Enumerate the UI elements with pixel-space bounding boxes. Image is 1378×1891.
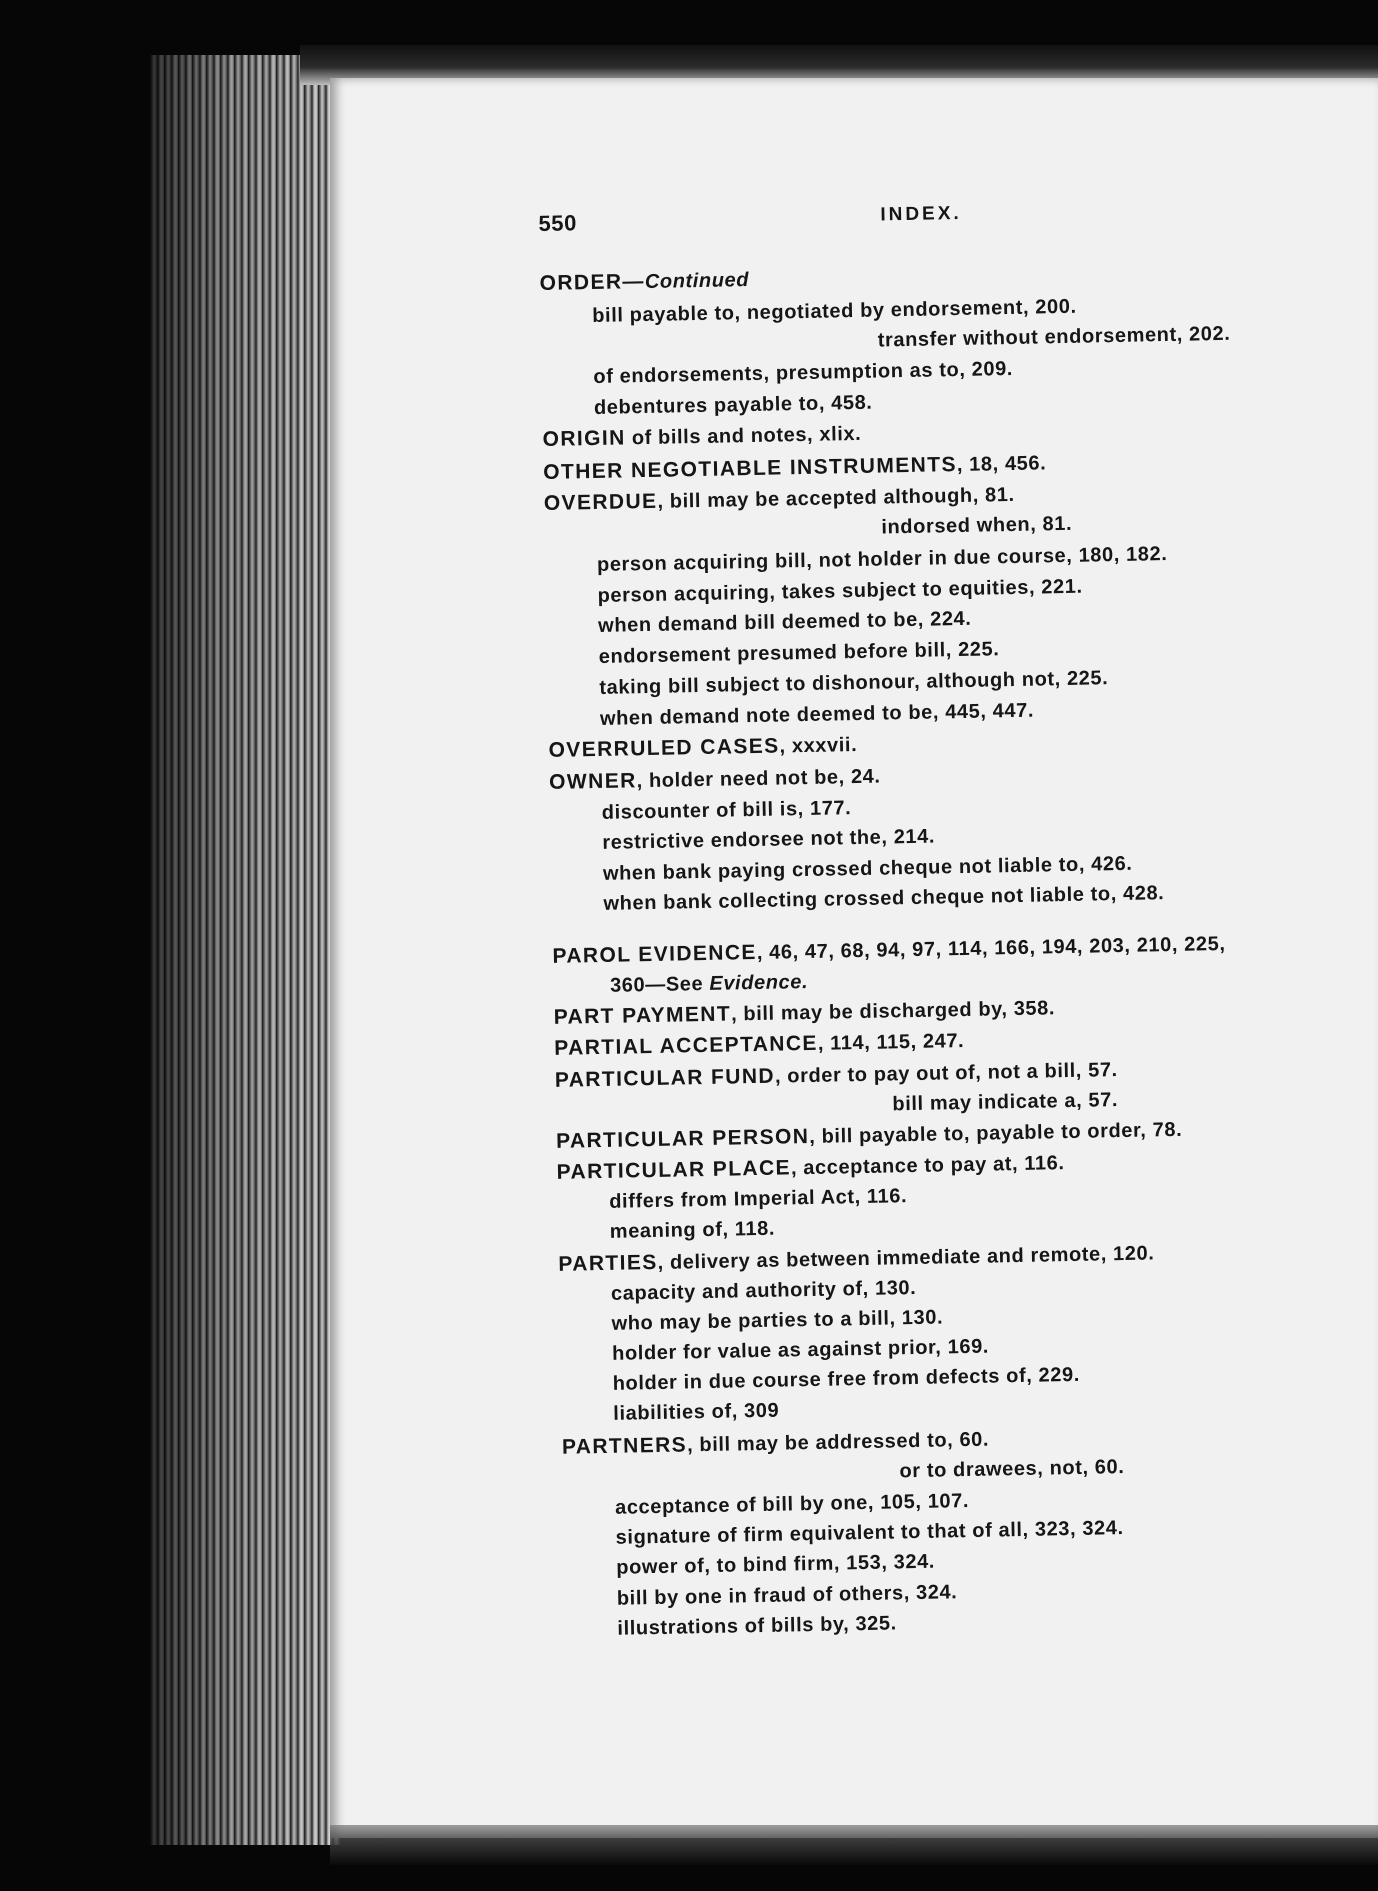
index-heading-locators: Continued [644, 269, 750, 294]
index-subentry-line: endorsement presumed before bill, 225. [598, 638, 1000, 668]
index-heading-line [553, 996, 1055, 1030]
index-heading-term: ORDER— [539, 270, 646, 296]
index-subentry-line: person acquiring bill, not holder in due course, 180, 182. [596, 543, 1168, 576]
index-subentry-line: discounter of bill is, 177. [601, 797, 852, 824]
index-subentry-line: bill may indicate a, 57. [892, 1089, 1119, 1116]
index-heading-locators: , bill may be addressed to, 60. [686, 1428, 990, 1457]
index-heading-term: PART PAYMENT [553, 1002, 732, 1029]
index-heading-line [544, 483, 1015, 516]
index-heading-line [558, 1241, 1154, 1276]
index-heading-term: PARTICULAR PERSON [555, 1125, 810, 1153]
index-heading-term: PAROL EVIDENCE [552, 940, 758, 968]
index-subentry-line: capacity and authority of, 130. [610, 1276, 917, 1305]
page-title: INDEX. [880, 202, 962, 226]
index-heading-term: PARTICULAR PLACE [556, 1156, 792, 1184]
index-heading-term: OVERRULED CASES [548, 734, 780, 762]
index-subentry-line: taking bill subject to dishonour, although not, 225. [599, 667, 1109, 699]
index-heading-locators: , 114, 115, 247. [817, 1030, 965, 1055]
index-subentry-line: restrictive endorsee not the, 214. [602, 825, 936, 854]
index-subentry-line: debentures payable to, 458. [593, 391, 873, 419]
index-heading-locators: , xxxvii. [779, 734, 858, 758]
index-continuation-text: 360—See [609, 972, 710, 997]
index-subentry-line: when bank collecting crossed cheque not liable to, 428. [603, 882, 1165, 915]
index-cross-reference: Evidence. [709, 970, 809, 995]
index-subentry-line: when demand bill deemed to be, 224. [597, 607, 972, 637]
index-heading-locators: , delivery as between immediate and remote, 120. [657, 1242, 1155, 1274]
index-heading-locators: , bill may be discharged by, 358. [730, 997, 1056, 1026]
index-heading-locators: , bill payable to, payable to order, 78. [809, 1118, 1183, 1149]
index-heading-line [556, 1118, 1183, 1154]
index-heading-term: PARTICULAR FUND [554, 1064, 776, 1092]
index-subentry-line: differs from Imperial Act, 116. [609, 1185, 908, 1213]
index-subentry-line: holder for value as against prior, 169. [611, 1335, 990, 1365]
index-heading-term: PARTIAL ACCEPTANCE [554, 1031, 819, 1060]
index-heading-line [543, 451, 1046, 485]
index-subentry-line: or to drawees, not, 60. [899, 1456, 1125, 1483]
index-heading-term: OVERDUE [543, 489, 658, 515]
index-heading-line [548, 733, 857, 763]
index-heading-line [562, 1428, 990, 1460]
index-subentry-line: transfer without endorsement, 202. [877, 322, 1231, 352]
index-heading-locators: , holder need not be, 24. [636, 765, 881, 793]
index-subentry-line [610, 970, 809, 998]
index-subentry-line: who may be parties to a bill, 130. [611, 1306, 944, 1335]
index-heading-locators: , order to pay out of, not a bill, 57. [774, 1059, 1118, 1088]
index-heading-locators: , 18, 456. [956, 452, 1047, 477]
index-heading-locators: , acceptance to pay at, 116. [790, 1152, 1065, 1180]
index-heading-term: OTHER NEGOTIABLE INSTRUMENTS [543, 453, 958, 484]
index-heading-locators: , bill may be accepted although, 81. [657, 483, 1015, 513]
index-subentry-line: meaning of, 118. [609, 1217, 776, 1243]
index-subentry-line: acceptance of bill by one, 105, 107. [614, 1490, 970, 1519]
index-heading-term: PARTIES [558, 1250, 658, 1276]
index-subentry-line: liabilities of, 309 [613, 1399, 780, 1425]
index-heading-line [549, 765, 881, 795]
index-subentry-line: power of, to bind firm, 153, 324. [616, 1550, 936, 1579]
index-heading-line [542, 422, 861, 452]
index-heading-locators: , 46, 47, 68, 94, 97, 114, 166, 194, 203, 210, 225, [756, 932, 1226, 964]
page-number: 550 [538, 210, 578, 237]
index-subentry-line: indorsed when, 81. [881, 512, 1073, 539]
index-heading-line [554, 1029, 964, 1061]
index-heading-line [552, 932, 1225, 969]
index-subentry-line: when demand note deemed to be, 445, 447. [599, 699, 1035, 730]
index-heading-term: ORIGIN [542, 426, 626, 451]
index-heading-term: PARTNERS [561, 1433, 688, 1459]
index-heading-line [555, 1058, 1118, 1093]
index-subentry-line: bill by one in fraud of others, 324. [616, 1581, 958, 1610]
index-heading-term: OWNER [548, 769, 637, 794]
index-subentry-line: person acquiring, takes subject to equities, 221. [597, 575, 1083, 607]
index-subentry-line: holder in due course free from defects of, 229. [612, 1363, 1081, 1395]
index-heading-line [556, 1151, 1064, 1185]
index-heading-locators: of bills and notes, xlix. [625, 422, 862, 450]
index-subentry-line: illustrations of bills by, 325. [617, 1612, 898, 1640]
index-subentry-line: bill payable to, negotiated by endorsement, 200. [592, 295, 1077, 328]
index-heading-line [539, 268, 749, 296]
index-subentry-line: signature of firm equivalent to that of all, 323, 324. [615, 1517, 1124, 1549]
index-subentry-line: of endorsements, presumption as to, 209. [593, 357, 1014, 389]
index-subentry-line: when bank paying crossed cheque not liable to, 426. [602, 852, 1133, 885]
